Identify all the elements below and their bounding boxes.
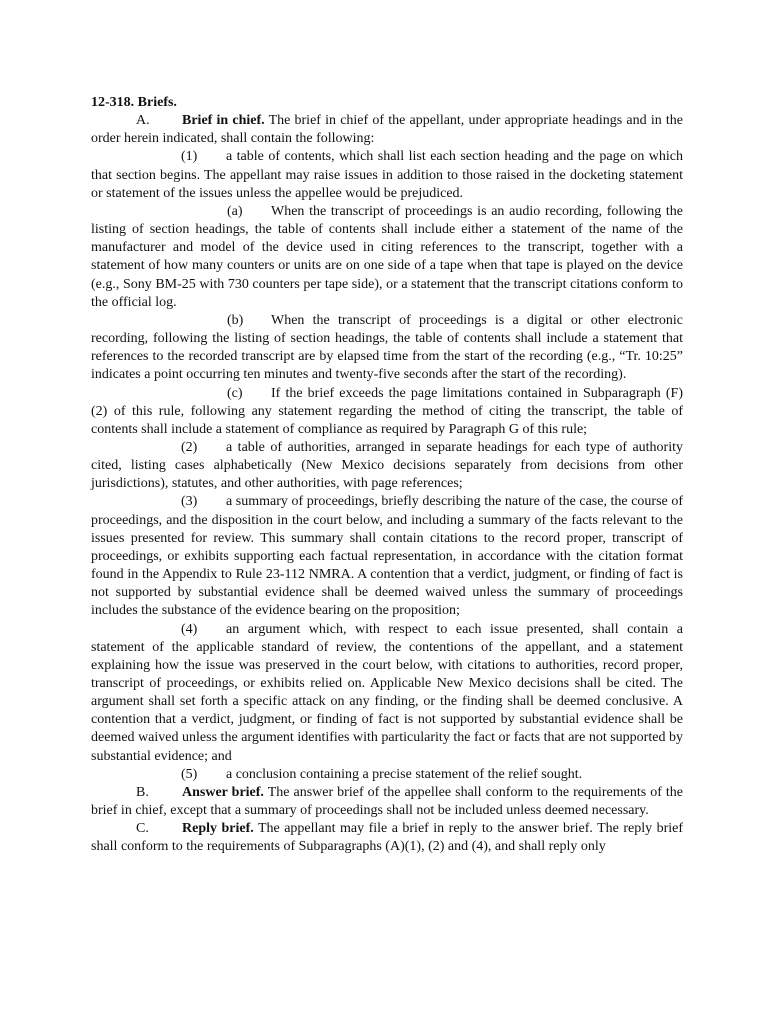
subparagraph-4-text: an argument which, with respect to each issue presented, shall contain a statement of the applicable standard of review, the contentions of the appellant, and a statement explaining how the issue was preserved in the court below, with citations to authorities, record proper, transcript of proceedings, or exhibits relied on. Applicable New Mexico decisions shall be cited. The argument shall set forth a specific attack on any finding, or the finding shall be deemed conclusive. A contention that a verdict, judgment, or finding of fact is not supported by substantial evidence shall be deemed waived unless the argument identifies with particularity the fact or facts that are not supported by substantial evidence; and (91, 621, 683, 764)
document-page (91, 94, 683, 857)
subparagraph-5-text: a conclusion containing a precise statement of the relief sought. (226, 766, 583, 782)
paragraph-c-text: The appellant may file a brief in reply to the answer brief. The reply brief shall conform to the requirements of Subparagraphs (A)(1), (2) and (4), and shall reply only (91, 821, 684, 855)
subparagraph-4 (91, 621, 683, 766)
rule-heading: 12-318. Briefs. (91, 95, 177, 110)
subparagraph-2-text: a table of authorities, arranged in separate headings for each type of authority cited, listing cases alphabetically (New Mexico decisions separately from decisions from other jurisdictions), statutes, and other authorities, with page references; (91, 439, 683, 492)
paragraph-b-title: Answer brief. (182, 784, 264, 800)
paragraph-b (91, 784, 683, 820)
item-1c (91, 385, 683, 439)
subparagraph-5-marker: (5) (181, 766, 198, 782)
paragraph-a-intro: The brief in chief of the appellant, under appropriate headings and in the order herein indicated, shall contain the following: (91, 113, 684, 147)
paragraph-c-title: Reply brief. (182, 821, 254, 837)
item-1b-text: When the transcript of proceedings is a digital or other electronic recording, following the listing of section headings, the table of contents shall include a statement that references to the recorded transcript are by elapsed time from the start of the recording (e.g., “Tr. 10:25” indicates a point occurring ten minutes and twenty-five seconds after the start of the recording). (91, 312, 683, 383)
item-1c-text: If the brief exceeds the page limitations contained in Subparagraph (F)(2) of this rule, following any statement regarding the method of citing the transcript, the table of contents shall include a statement of compliance as required by Paragraph G of this rule; (91, 385, 683, 437)
subparagraph-5 (91, 766, 683, 784)
item-1a-marker: (a) (227, 203, 243, 219)
paragraph-a-marker: A. (136, 113, 150, 129)
paragraph-c-marker: C. (136, 821, 149, 837)
item-1b-marker: (b) (227, 312, 244, 328)
paragraph-b-text: The answer brief of the appellee shall conform to the requirements of the brief in chief, except that a summary of proceedings shall not be included unless deemed necessary. (91, 784, 684, 819)
item-1b (91, 312, 683, 385)
paragraph-b-marker: B. (136, 784, 149, 800)
subparagraph-3 (91, 493, 683, 620)
subparagraph-3-text: a summary of proceedings, briefly describing the nature of the case, the course of proceedings, and the disposition in the court below, and including a summary of the facts relevant to the issues presented for review. This summary shall contain citations to the record proper, transcript of proceedings, or exhibits supporting each factual representation, in accordance with the citation format found in the Appendix to Rule 23-112 NMRA. A contention that a verdict, judgment, or finding of fact is not supported by substantial evidence shall be deemed waived unless the summary of proceedings includes the substance of the evidence bearing on the proposition; (91, 494, 683, 619)
item-1c-marker: (c) (227, 385, 243, 401)
item-1a (91, 203, 683, 312)
paragraph-a-title: Brief in chief. (182, 113, 265, 129)
subparagraph-3-marker: (3) (181, 494, 198, 510)
subparagraph-4-marker: (4) (181, 621, 198, 637)
subparagraph-1-text: a table of contents, which shall list each section heading and the page on which that section begins. The appellant may raise issues in addition to those raised in the docketing statement or statement of the issues unless the appellee would be prejudiced. (91, 149, 683, 201)
paragraph-a (91, 112, 683, 148)
subparagraph-2-marker: (2) (181, 439, 198, 455)
paragraph-c (91, 820, 683, 856)
subparagraph-2 (91, 439, 683, 493)
subparagraph-1 (91, 148, 683, 202)
item-1a-text: When the transcript of proceedings is an audio recording, following the listing of section headings, the table of contents shall include either a statement of the name of the manufacturer and model of the device used in citing references to the transcript, together with a statement of how many counters or units are on one side of a tape when that tape is played on the device (e.g., Sony BM-25 with 730 counters per tape side), or a statement that the transcript citations conform to the official log. (91, 203, 683, 310)
subparagraph-1-marker: (1) (181, 149, 198, 165)
